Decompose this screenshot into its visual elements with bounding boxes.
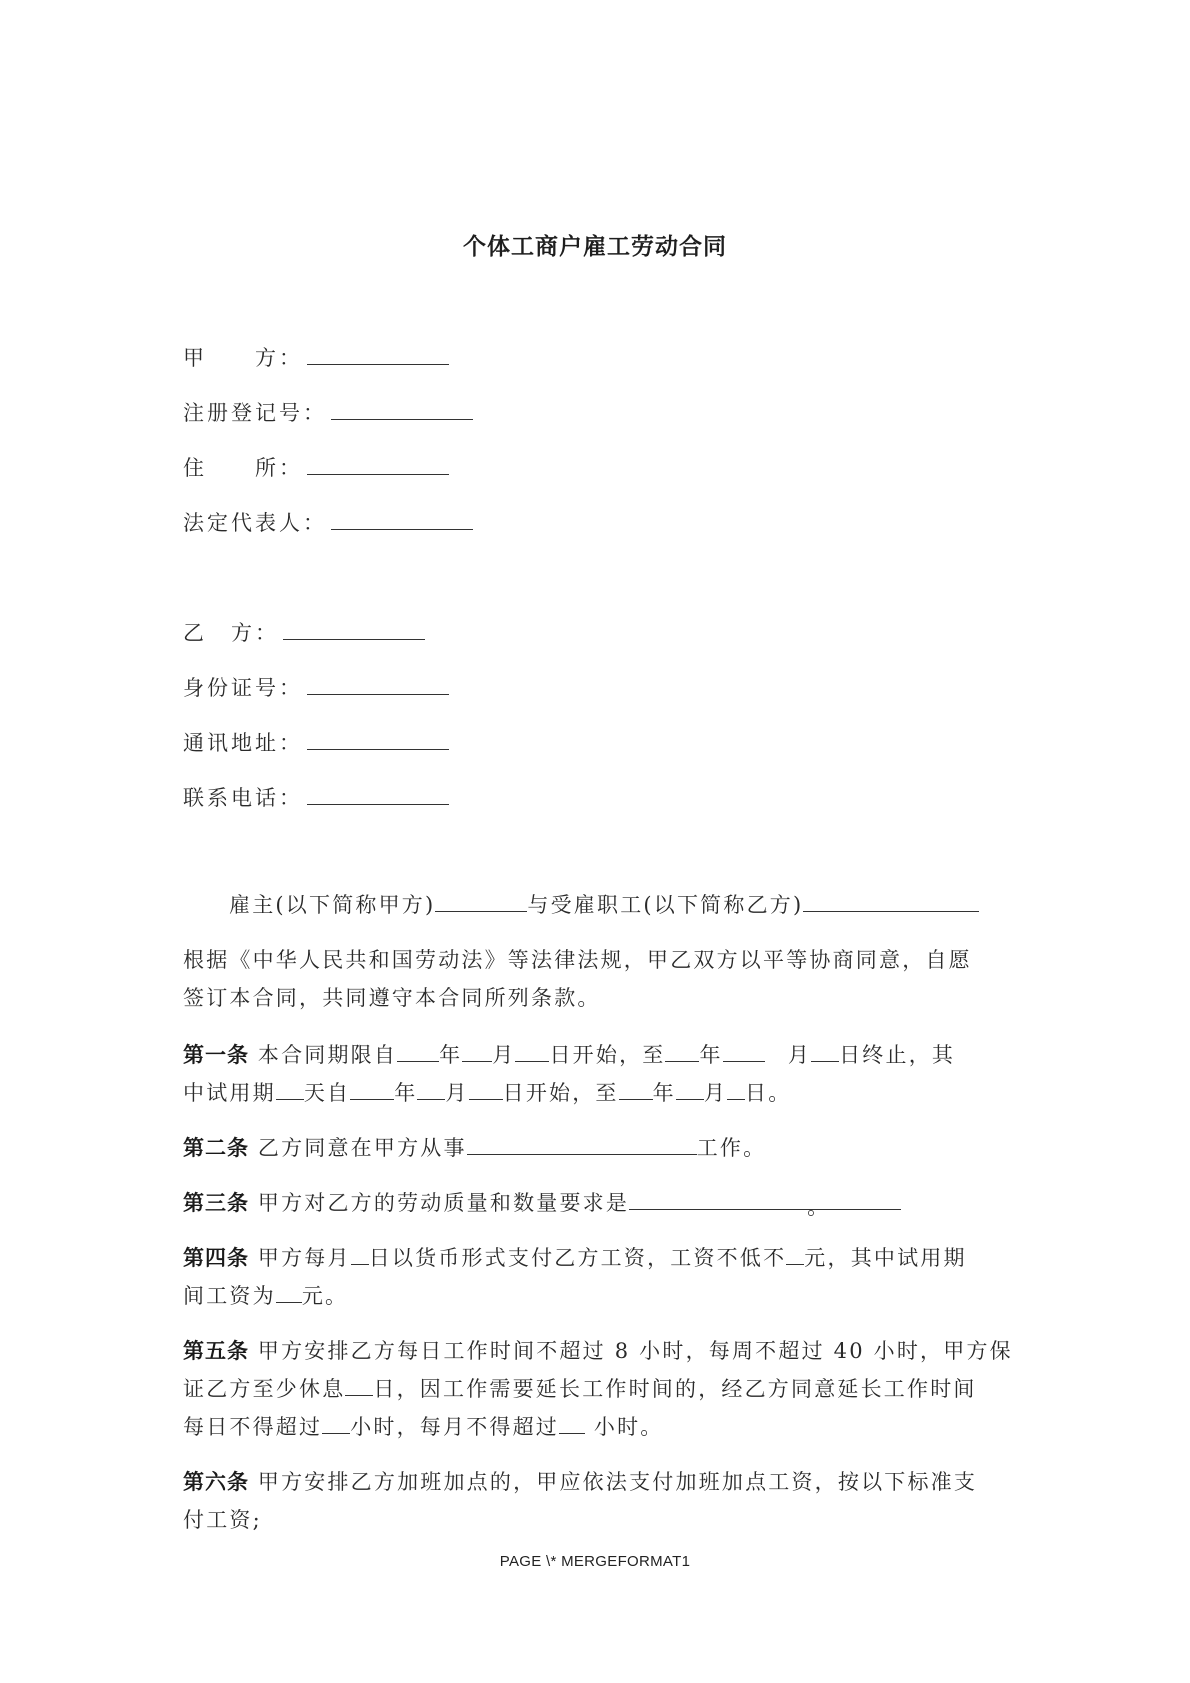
article-5-line-2: [183, 1369, 1015, 1409]
party-a-legal-rep-label: 法定代表人：: [183, 511, 327, 535]
article-6-line-2: [183, 1500, 1015, 1540]
article-5-text: 日，因工作需要延长工作时间的，经乙方同意延长工作时间: [373, 1377, 977, 1401]
article-6-text: 付工资;: [183, 1508, 262, 1532]
article-1-text: 中试用期: [183, 1081, 276, 1105]
end-month-blank[interactable]: [723, 1039, 765, 1062]
min-wage-blank[interactable]: [786, 1242, 804, 1265]
preamble-line-3: 签订本合同，共同遵守本合同所列条款。: [183, 986, 601, 1010]
daily-overtime-blank[interactable]: [322, 1411, 350, 1434]
article-5-text: 每日不得超过: [183, 1415, 323, 1439]
article-1-line-2: [183, 1073, 1015, 1113]
party-a-reg-no-label: 注册登记号：: [183, 401, 327, 425]
article-5-text: 小时。: [585, 1415, 664, 1439]
start-day-blank[interactable]: [515, 1039, 549, 1062]
article-1-text: 月: [703, 1081, 728, 1105]
article-4-text: 间工资为: [183, 1284, 276, 1308]
party-a-name-blank[interactable]: [307, 342, 449, 365]
article-1-text: 本合同期限自: [249, 1043, 398, 1067]
article-5-line-3: [183, 1407, 1015, 1447]
party-b-phone-field: [183, 782, 449, 813]
article-5-text: 小时，每月不得超过: [350, 1415, 560, 1439]
party-b-phone-blank[interactable]: [307, 782, 449, 805]
article-1-line-1: [183, 1035, 1015, 1075]
preamble-employee-text: 与受雇职工(以下简称乙方): [527, 893, 804, 917]
article-2-text: 乙方同意在甲方从事: [249, 1136, 467, 1160]
probation-days-blank[interactable]: [276, 1077, 304, 1100]
party-b-name-field: [183, 617, 425, 648]
party-b-id-no-field: [183, 672, 449, 703]
probation-start-day-blank[interactable]: [469, 1077, 503, 1100]
probation-start-year-blank[interactable]: [350, 1077, 394, 1100]
party-a-legal-rep-field: [183, 507, 473, 538]
party-b-mail-address-field: [183, 727, 449, 758]
article-5-line-1: [183, 1331, 1015, 1371]
probation-end-year-blank[interactable]: [619, 1077, 653, 1100]
party-b-id-no-label: 身份证号：: [183, 676, 303, 700]
article-1-label: 第一条: [183, 1042, 249, 1067]
start-month-blank[interactable]: [462, 1039, 492, 1062]
rest-days-blank[interactable]: [345, 1373, 373, 1396]
preamble-employer-text: 雇主(以下简称甲方): [229, 893, 436, 917]
probation-start-month-blank[interactable]: [417, 1077, 445, 1100]
party-b-phone-label: 联系电话：: [183, 786, 303, 810]
probation-end-month-blank[interactable]: [676, 1077, 704, 1100]
employee-name-blank[interactable]: [803, 889, 979, 912]
article-1-text: 年: [699, 1043, 723, 1067]
end-day-blank[interactable]: [811, 1039, 839, 1062]
party-a-address-label: 住 所：: [183, 456, 303, 480]
probation-end-day-blank[interactable]: [727, 1077, 745, 1100]
article-1-text: 年: [394, 1081, 418, 1105]
article-5-text: 证乙方至少休息: [183, 1377, 346, 1401]
article-4-label: 第四条: [183, 1245, 249, 1270]
article-1-text: 日开始，至: [502, 1081, 619, 1105]
page-footer-field: PAGE \* MERGEFORMAT1: [499, 1553, 691, 1570]
article-1-text: 日终止，其: [839, 1043, 956, 1067]
article-3-text: 甲方对乙方的劳动质量和数量要求是: [249, 1191, 630, 1215]
party-a-legal-rep-blank[interactable]: [331, 507, 473, 530]
article-5-text: 甲方安排乙方每日工作时间不超过 8 小时，每周不超过 40 小时，甲方保: [249, 1339, 1013, 1363]
quality-requirement-blank[interactable]: [629, 1187, 901, 1219]
article-6-text: 甲方安排乙方加班加点的，甲应依法支付加班加点工资，按以下标准支: [249, 1470, 978, 1494]
article-6-line-1: [183, 1462, 1015, 1502]
party-a-reg-no-blank[interactable]: [331, 397, 473, 420]
article-3-line-1: [183, 1183, 1015, 1223]
preamble-line-2: 根据《中华人民共和国劳动法》等法律法规，甲乙双方以平等协商同意，自愿: [183, 948, 972, 972]
article-1-text: 年: [439, 1043, 463, 1067]
article-4-text: 元，其中试用期: [804, 1246, 967, 1270]
party-b-name-blank[interactable]: [283, 617, 425, 640]
employer-name-blank[interactable]: [435, 889, 527, 912]
pay-day-blank[interactable]: [351, 1242, 369, 1265]
party-b-id-no-blank[interactable]: [307, 672, 449, 695]
article-1-text: 月: [492, 1043, 516, 1067]
article-1-text: 年: [652, 1081, 676, 1105]
article-1-text: 月: [445, 1081, 469, 1105]
article-1-text: 日。: [745, 1081, 792, 1105]
party-b-mail-address-blank[interactable]: [307, 727, 449, 750]
article-2-text: 工作。: [696, 1136, 767, 1160]
party-a-name-field: [183, 342, 449, 373]
party-a-reg-no-field: [183, 397, 473, 428]
probation-wage-blank[interactable]: [276, 1280, 302, 1303]
article-4-line-2: [183, 1276, 1015, 1316]
article-1-text: 日开始，至: [549, 1043, 666, 1067]
article-1-text: 月: [764, 1043, 812, 1067]
article-4-text: 日以货币形式支付乙方工资，工资不低不: [368, 1246, 787, 1270]
article-2-line-1: [183, 1128, 1015, 1168]
article-1-text: 天自: [303, 1081, 351, 1105]
article-5-label: 第五条: [183, 1338, 249, 1363]
party-b-name-label: 乙 方：: [183, 621, 279, 645]
party-a-name-label: 甲 方：: [183, 346, 303, 370]
article-3-label: 第三条: [183, 1190, 249, 1215]
article-4-text: 甲方每月: [249, 1246, 351, 1270]
monthly-overtime-blank[interactable]: [559, 1411, 585, 1434]
party-a-address-blank[interactable]: [307, 452, 449, 475]
article-3-period: 。: [807, 1195, 831, 1219]
party-b-mail-address-label: 通讯地址：: [183, 731, 303, 755]
article-4-line-1: [183, 1238, 1015, 1278]
preamble-line-1: [183, 885, 1015, 925]
end-year-blank[interactable]: [665, 1039, 699, 1062]
article-2-label: 第二条: [183, 1135, 249, 1160]
party-a-address-field: [183, 452, 449, 483]
article-4-text: 元。: [301, 1284, 349, 1308]
document-title: 个体工商户雇工劳动合同: [463, 233, 727, 260]
job-position-blank[interactable]: [467, 1132, 697, 1155]
start-year-blank[interactable]: [397, 1039, 439, 1062]
article-6-label: 第六条: [183, 1469, 249, 1494]
